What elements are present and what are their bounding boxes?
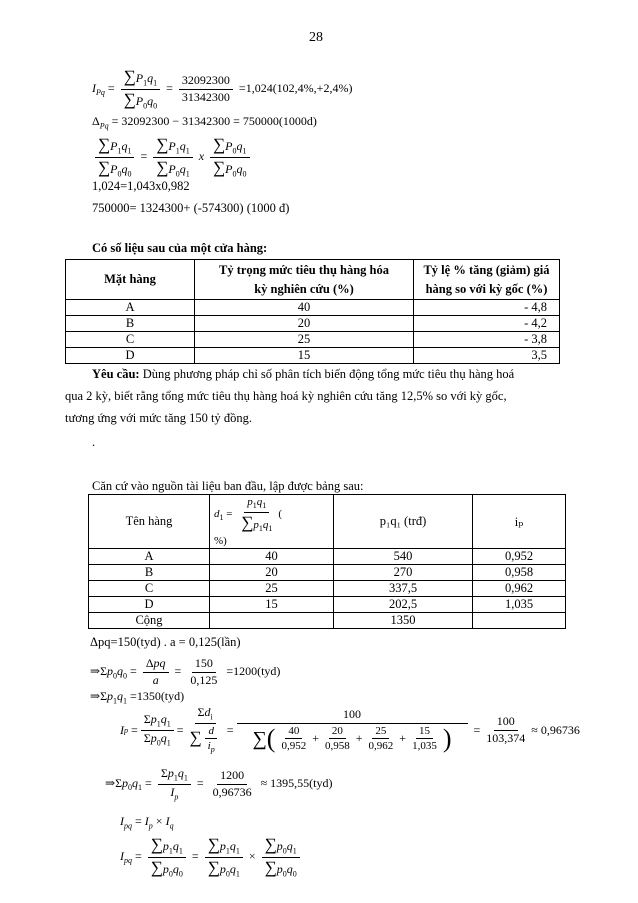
- eq-index-product: $I_{pq} = I_p \times I_q$: [120, 814, 174, 831]
- eq-current-total: $\Rightarrow\Sigma p_1q_1 =1350(tyd)$: [90, 689, 185, 706]
- given-values: Δpq=150(tyd) . a = 0,125(lần): [90, 635, 241, 649]
- table-row: D 15 3,5: [66, 348, 560, 364]
- absolute-line: 750000= 1324300+ (-574300) (1000 đ): [92, 201, 290, 215]
- dot: .: [92, 435, 96, 449]
- ratio-line: 1,024=1,043x0,982: [92, 179, 190, 193]
- table-row: A 40 540 0,952: [89, 549, 566, 565]
- solution-table: [88, 494, 566, 629]
- delta-formula: $\Delta_{Pq} = 32092300 - 31342300 = 750000(1000d)$: [92, 114, 317, 131]
- col-header-share: Tỷ trọng mức tiêu thụ hàng hóa kỳ nghiên cứu (%): [195, 260, 414, 300]
- table-row: C 25 337,5 0,962: [89, 581, 566, 597]
- solution-intro: Căn cứ vào nguồn tài liệu ban đầu, lập được bảng sau:: [92, 479, 364, 493]
- requirement-line-2: qua 2 kỳ, biết rằng tổng mức tiêu thụ hàng hoá kỳ nghiên cứu tăng 12,5% so với kỳ gốc,: [65, 389, 507, 403]
- col-header-item: Mặt hàng: [66, 260, 195, 300]
- col-header-ip: iₚ: [473, 495, 566, 549]
- ip-formula: I p = $\frac{\Sigma p_1q_1}{\Sigma p_0q_1}$ = $\Sigma d_i$ ∑ $\frac{d}{i_p}$ = 100 ∑ ( $\frac{40}{0,952}$ + $\frac{20}{0,958}$ + $\frac{25}{0,962}$ + $\frac{15}{1,035}$ ) = $\frac{100}{103,374}$ ≈ 0,96736: [120, 705, 580, 755]
- eq-index-system: $I_{pq}$ = $\frac{\sum p_1q_1}{\sum p_0q_0}$ = $\frac{\sum p_1q_1}{\sum p_0q_1}$ × $\frac{\sum p_0q_1}{\sum p_0q_0}$: [120, 836, 303, 878]
- index-system-formula: $\frac{\sum P_1q_1}{\sum P_0q_0}$ = $\frac{\sum P_1q_1}{\sum P_0q_1}$ x $\frac{\sum P_0q_1}{\sum P_0q_0}$: [92, 136, 253, 178]
- problem-intro: Có số liệu sau của một cửa hàng:: [92, 241, 268, 255]
- table-row: C 25 - 3,8: [66, 332, 560, 348]
- page-number: 28: [309, 30, 323, 45]
- requirement-line-1: Yêu cầu: Dùng phương pháp chỉ số phân tích biến động tổng mức tiêu thụ hàng hoá: [92, 367, 515, 381]
- table-row: B 20 270 0,958: [89, 565, 566, 581]
- col-header-d: $d_1$ = $\frac{p_1q_1}{\sum p_1q_1}$ ( %): [210, 495, 334, 549]
- col-header-pq: p₁q₁ (trđ): [334, 495, 473, 549]
- requirement-line-3: tương ứng với mức tăng 150 tỷ đồng.: [65, 411, 253, 425]
- table-total-row: Cộng 1350: [89, 613, 566, 629]
- eq-base-total: $\Rightarrow\Sigma p_0q_0$ = $\frac{\text{Δpq}}{a}$ = $\frac{150}{0,125}$ =1200(tyd): [90, 656, 281, 687]
- table-row: D 15 202,5 1,035: [89, 597, 566, 613]
- table-row: B 20 - 4,2: [66, 316, 560, 332]
- problem-table: [65, 259, 560, 364]
- table-row: A 40 - 4,8: [66, 300, 560, 316]
- col-header-change: Tỷ lệ % tăng (giảm) giá hàng so với kỳ gốc (%): [414, 260, 560, 300]
- col-header-item: Tên hàng: [89, 495, 210, 549]
- ipq-formula: $I_{Pq}$ = $\frac{\sum P_1q_1}{\sum P_0q_0}$ = $\frac{32092300}{31342300}$ =1,024(102,4%,+2,4%): [92, 67, 353, 110]
- eq-p0q1: $\Rightarrow\Sigma p_0q_1$ = $\frac{\Sigma p_1q_1}{I_p}$ = $\frac{1200}{0,96736}$ ≈ 1395,55(tyd): [105, 766, 333, 801]
